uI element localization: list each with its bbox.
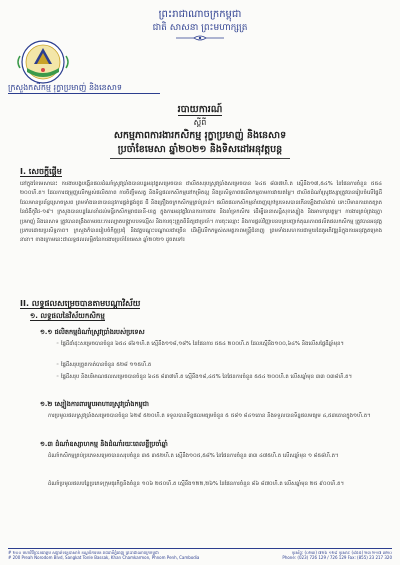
bullet-icon: ◦: [56, 362, 61, 368]
subsection1-heading: ១. លទ្ធផលនៃវិស័យកសិកម្ម: [30, 312, 105, 320]
footer-contact-kh: ទូរស័ព្ទ: (០២៣) ៧២៦ ១២៩ ទូរសារ: (៨៥៥) ២៣ ២១៧ ៣២០: [291, 550, 392, 555]
subsection1a-heading: ១.១ ផលិតកម្មដំណាំស្រូវប្រាំងរបស់ប្រទេស: [40, 328, 145, 336]
footer-divider: [8, 548, 392, 549]
ministry-logo-icon: [14, 38, 72, 86]
title-divider: [110, 158, 290, 159]
list-item: ◦ ផ្ទៃដីដាំដុះសម្រេចបានចំនួន ៦៥៤ ៨៦១ហិ.ត ស្មើនឹង១១៨,១៨% នៃផែនការ ៥៥៤ ២០០ហិ.ត ដែលស្មើនឹង១០០,៦៤% និងលើសផ្ទៃដីឆ្នាំមុន។: [56, 341, 344, 347]
national-motto: ជាតិ សាសនា ព្រះមហាក្សត្រ: [152, 23, 248, 33]
subsection1b-paragraph: ការប្រមូលផលស្រូវប្រាំងសម្រេចបានចំនួន ៦២៩ ៥២០ហិ.ត ទទួលបានទិន្នផលមធ្យមចំនួន ៥ ៥៨១ ៨៤១តោន និងទទួលបានទិន្នផលមធ្យម ៤,៥៣តោនក្នុង១ហិ.ត។: [48, 413, 371, 419]
ornament-divider-icon: [176, 35, 224, 41]
document-type-title: របាយការណ៍: [177, 104, 223, 115]
bullet-icon: ◦: [56, 374, 61, 380]
section1-paragraph: នៅក្នុងខែមេសានេះ ការងារបង្កបង្កើនផលដំណាំស្រូវប្រាំងបានបន្តអនុវត្តសម្រេចបាន ជាលិតសរុបស្រូវប្រាំងសម្រេចបាន ៦៤៥ ៨៣៧ហិ.ត ស្មើនឹង១៧,៥៤% នៃផែនការចំនួន ៥៥៤ ២០០ហិ.ត។ ដែលការជម្រុញលើកម្ពស់ផលិតភាព ការចិញ្ចឹមសត្វ និងទិន្នផលកសិកម្មនៅកម្រិតល្អ និងប្រសិទ្ធភាពផលិតកម្មតាមការវាយតម្លៃ។ ជាលិតដំណាំស្រូវវស្សាត្រូវបានរៀបចំលើផ្ទៃដីដែលមានប្រព័ន្ធស្រោចស្រព ព្រមទាំងធានាបាននូវការផ្គត់ផ្គង់ពូជ ជី និងគ្រឿងចក្រកសិកម្មគ្រប់គ្រាន់។ ផលិតផលកសិកម្មនាំចេញក្រៅប្រទេសបានកើនឡើងជាលំដាប់ ទោះបីមានការរាតត្បាតនៃជំងឺកូវីដ-១៩។ ក្រសួងបានបន្តណែនាំដល់មន្ទីរកសិកម្មរាជធានី-ខេត្ត ក្នុងការអនុវត្តវិធានការការពារ និងគាំទ្រកសិករ ដើម្បីធានាសន្តិសុខស្បៀង និងអាហារូបត្ថម្ភ។ ការងារគ្រប់គ្រងរុក្ខាប្រមាញ់ និងនេសាទ ត្រូវបានពង្រឹងតាមរយៈការល្បាតបង្ក្រាបបទល្មើស និងការចុះត្រួតពិនិត្យជាប្រចាំ។ ការចុះឈ្មោះ និងការផ្តល់វិញ្ញាបនបត្របញ្ជាក់គុណភាពផលិតផលកសិកម្ម ត្រូវបានអនុវត្តប្រកបដោយប្រសិទ្ធភាព។ ក្រសួងក៏បានរៀបចំកិច្ចប្រជុំ និងវគ្គបណ្តុះបណ្តាលជាច្រើន ដើម្បីលើកកម្ពស់សមត្ថភាពមន្ត្រីជំនាញ ព្រមទាំងសហការជាមួយដៃគូអភិវឌ្ឍន៍ក្នុងការអនុវត្តគម្រោងនានា។ ខាងក្រោមនេះជាលទ្ធផលលម្អិតនៃការងារប្រចាំខែមេសា ឆ្នាំ២០២១ ដូចតទៅ៖: [20, 181, 382, 244]
subsection1c-heading: ១.៣ ដំណាំឧស្សាហកម្ម និងដំណាំរយៈពេលខ្លីប្រចាំឆ្នាំ: [40, 440, 168, 448]
footer-address: # 200 Preah Norodom Blvd, Sangkat Tonle Bassak, Khan Chamkarmon, Phnom Penh, Cambodia: [8, 555, 200, 561]
subsection1c-paragraph-1: ដំណាំកសិកម្មគ្រប់ប្រភេទសម្រេចបានសរុបចំនួន ៣៥ ៣៥២ហិ.ត ស្មើនឹង១០៥,៥៨% នៃផែនការចំនួន ៣៣ ៤៧៥ហិ.ត លើសឆ្នាំមុន ១ ៨៥៨ហិ.ត។: [48, 453, 339, 459]
subject-title-line1: សកម្មភាពការងារកសិកម្ម រុក្ខាប្រមាញ់ និងនេសាទ: [113, 130, 287, 141]
footer: [8, 550, 392, 560]
footer-contact-en: Phone: (023) 726 129 / 726 129 Fax: (855) 23 217 320: [282, 555, 392, 561]
footer-address-kh: # ២០០ មហាវិថីព្រះនរោត្តម សង្កាត់ទន្លេបាសាក់ ខណ្ឌចំការមន រាជធានីភ្នំពេញ ព្រះរាជាណាចក្រកម្ពុជា: [8, 550, 159, 555]
footer-contact: [282, 550, 392, 560]
list-item: ◦ ផ្ទៃដីសរុបច្រូតកាត់បានចំនួន ៥២៨ ១១៥ហិ.ត: [56, 362, 152, 368]
section2-heading: II. លទ្ធផលសម្រេចបានតាមបណ្តាវិស័យ: [20, 299, 141, 308]
subject-title-line2: ប្រចាំខែមេសា ឆ្នាំ២០២១ និងទិសដៅអនុវត្តបន្ត: [117, 144, 283, 155]
ministry-underline: [8, 93, 160, 94]
kingdom-heading: ព្រះរាជាណាចក្រកម្ពុជា: [158, 9, 242, 20]
list-item: ◦ ផ្ទៃដីសរុប និងបរិមាណផលសម្រេចបានចំនួន ៦៤៥ ៨៣៧ហិ.ត ស្មើនឹង១៨,៤៥% នៃផែនការចំនួន ៥៥៤ ២០០ហិ.ត លើសឆ្នាំមុន ៣៣ ០៣៨ហិ.ត។: [56, 374, 353, 380]
section1-heading: I. សេចក្តីផ្តើម: [20, 167, 62, 176]
ministry-name: ក្រសួងកសិកម្ម រុក្ខាប្រមាញ់ និងនេសាទ: [8, 83, 122, 92]
subsection1b-heading: ១.២ ស្បៀងការពារម្ហូបអាហារស្រូវប្រាំងកម្ពុជា: [40, 400, 149, 408]
subsection1c-paragraph-2: ដំណាំប្រមូលផលបន្លែប្រភេទក្រុមធុរកិច្ចនិងចំនួន ១០៦ ២៥០ហិ.ត ស្មើនឹង១២២,២៦% នៃផែនការចំនួន ៨៦ ៨៧០ហិ.ត លើសឆ្នាំមុន ២៥ ៩០០ហិ.ត។: [48, 481, 344, 487]
bullet-icon: ◦: [56, 341, 61, 347]
title-about: ស្តីពី: [193, 118, 207, 127]
